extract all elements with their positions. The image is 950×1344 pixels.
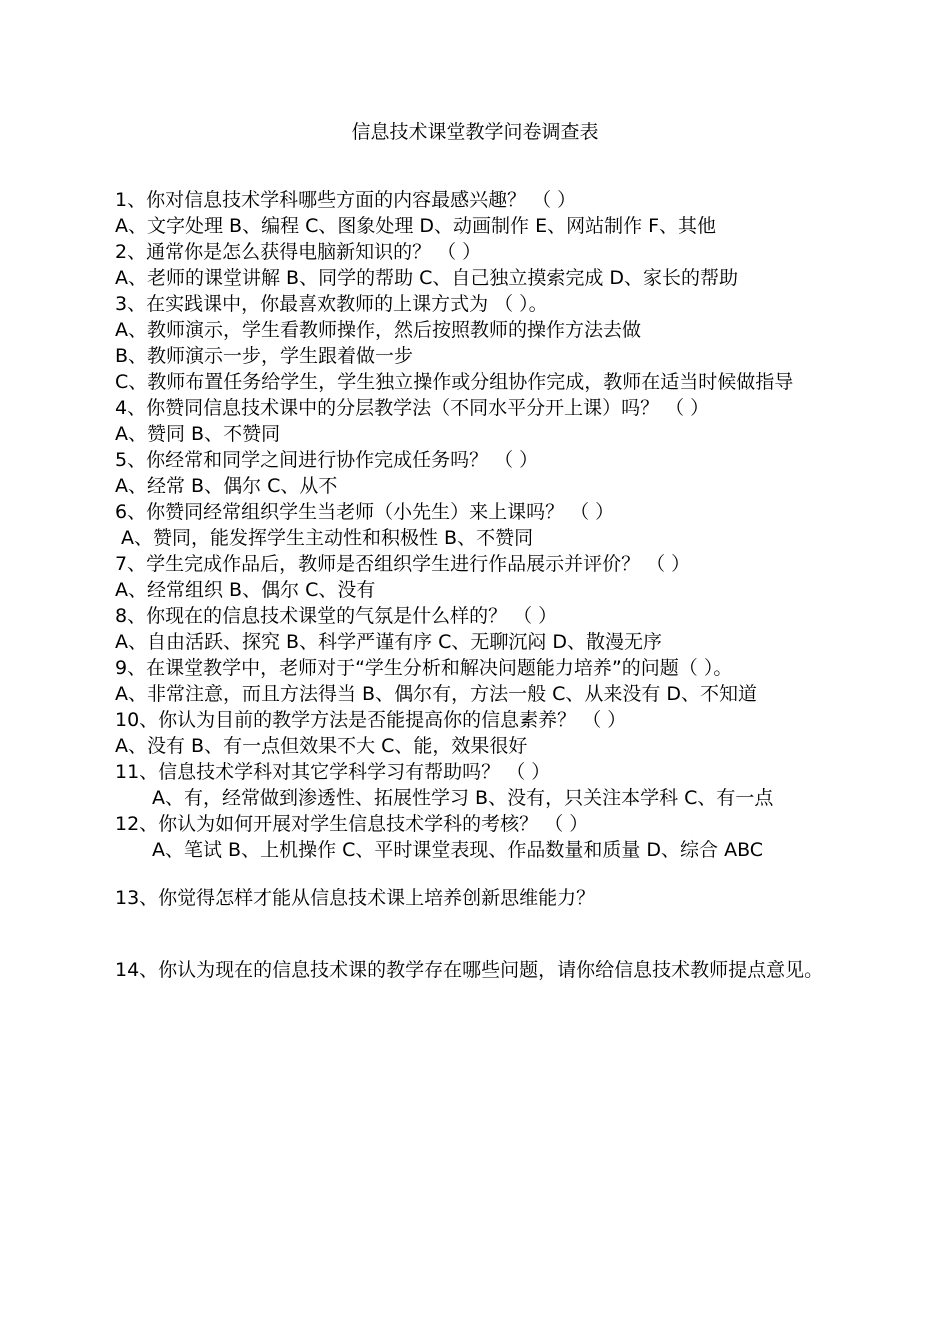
option-3c: C、教师布置任务给学生，学生独立操作或分组协作完成，教师在适当时候做指导 <box>115 371 794 393</box>
options-7: A、经常组织 B、偶尔 C、没有 <box>115 579 376 601</box>
options-10: A、没有 B、有一点但效果不大 C、能，效果很好 <box>115 735 528 757</box>
question-6: 6、你赞同经常组织学生当老师（小先生）来上课吗？ （ ） <box>115 501 615 523</box>
options-5: A、经常 B、偶尔 C、从不 <box>115 475 338 497</box>
question-10: 10、你认为目前的教学方法是否能提高你的信息素养？ （ ） <box>115 709 627 731</box>
option-3a: A、教师演示，学生看教师操作，然后按照教师的操作方法去做 <box>115 319 641 341</box>
question-11: 11、信息技术学科对其它学科学习有帮助吗？ （ ） <box>115 761 551 783</box>
question-1: 1、你对信息技术学科哪些方面的内容最感兴趣？ （ ） <box>115 189 577 211</box>
question-14: 14、你认为现在的信息技术课的教学存在哪些问题，请你给信息技术教师提点意见。 <box>115 959 824 981</box>
options-9: A、非常注意，而且方法得当 B、偶尔有，方法一般 C、从来没有 D、不知道 <box>115 683 758 705</box>
options-1: A、文字处理 B、编程 C、图象处理 D、动画制作 E、网站制作 F、其他 <box>115 215 717 237</box>
options-4: A、赞同 B、不赞同 <box>115 423 281 445</box>
question-2: 2、通常你是怎么获得电脑新知识的？ （ ） <box>115 241 482 263</box>
option-3b: B、教师演示一步，学生跟着做一步 <box>115 345 414 367</box>
options-11: A、有，经常做到渗透性、拓展性学习 B、没有，只关注本学科 C、有一点 <box>152 787 774 809</box>
question-12: 12、你认为如何开展对学生信息技术学科的考核？ （ ） <box>115 813 589 835</box>
question-13: 13、你觉得怎样才能从信息技术课上培养创新思维能力？ <box>115 887 596 909</box>
question-3: 3、在实践课中，你最喜欢教师的上课方式为 （ ）。 <box>115 293 548 315</box>
page-title: 信息技术课堂教学问卷调查表 <box>351 121 599 143</box>
question-5: 5、你经常和同学之间进行协作完成任务吗？ （ ） <box>115 449 539 471</box>
question-4: 4、你赞同信息技术课中的分层教学法（不同水平分开上课）吗？ （ ） <box>115 397 710 419</box>
options-2: A、老师的课堂讲解 B、同学的帮助 C、自己独立摸索完成 D、家长的帮助 <box>115 267 739 289</box>
options-12: A、笔试 B、上机操作 C、平时课堂表现、作品数量和质量 D、综合 ABC <box>152 839 764 861</box>
question-9: 9、在课堂教学中，老师对于“学生分析和解决问题能力培养”的问题（ ）。 <box>115 657 733 679</box>
options-8: A、自由活跃、探究 B、科学严谨有序 C、无聊沉闷 D、散漫无序 <box>115 631 663 653</box>
question-8: 8、你现在的信息技术课堂的气氛是什么样的？ （ ） <box>115 605 558 627</box>
options-6: A、赞同，能发挥学生主动性和积极性 B、不赞同 <box>121 527 534 549</box>
question-7: 7、学生完成作品后，教师是否组织学生进行作品展示并评价？ （ ） <box>115 553 691 575</box>
